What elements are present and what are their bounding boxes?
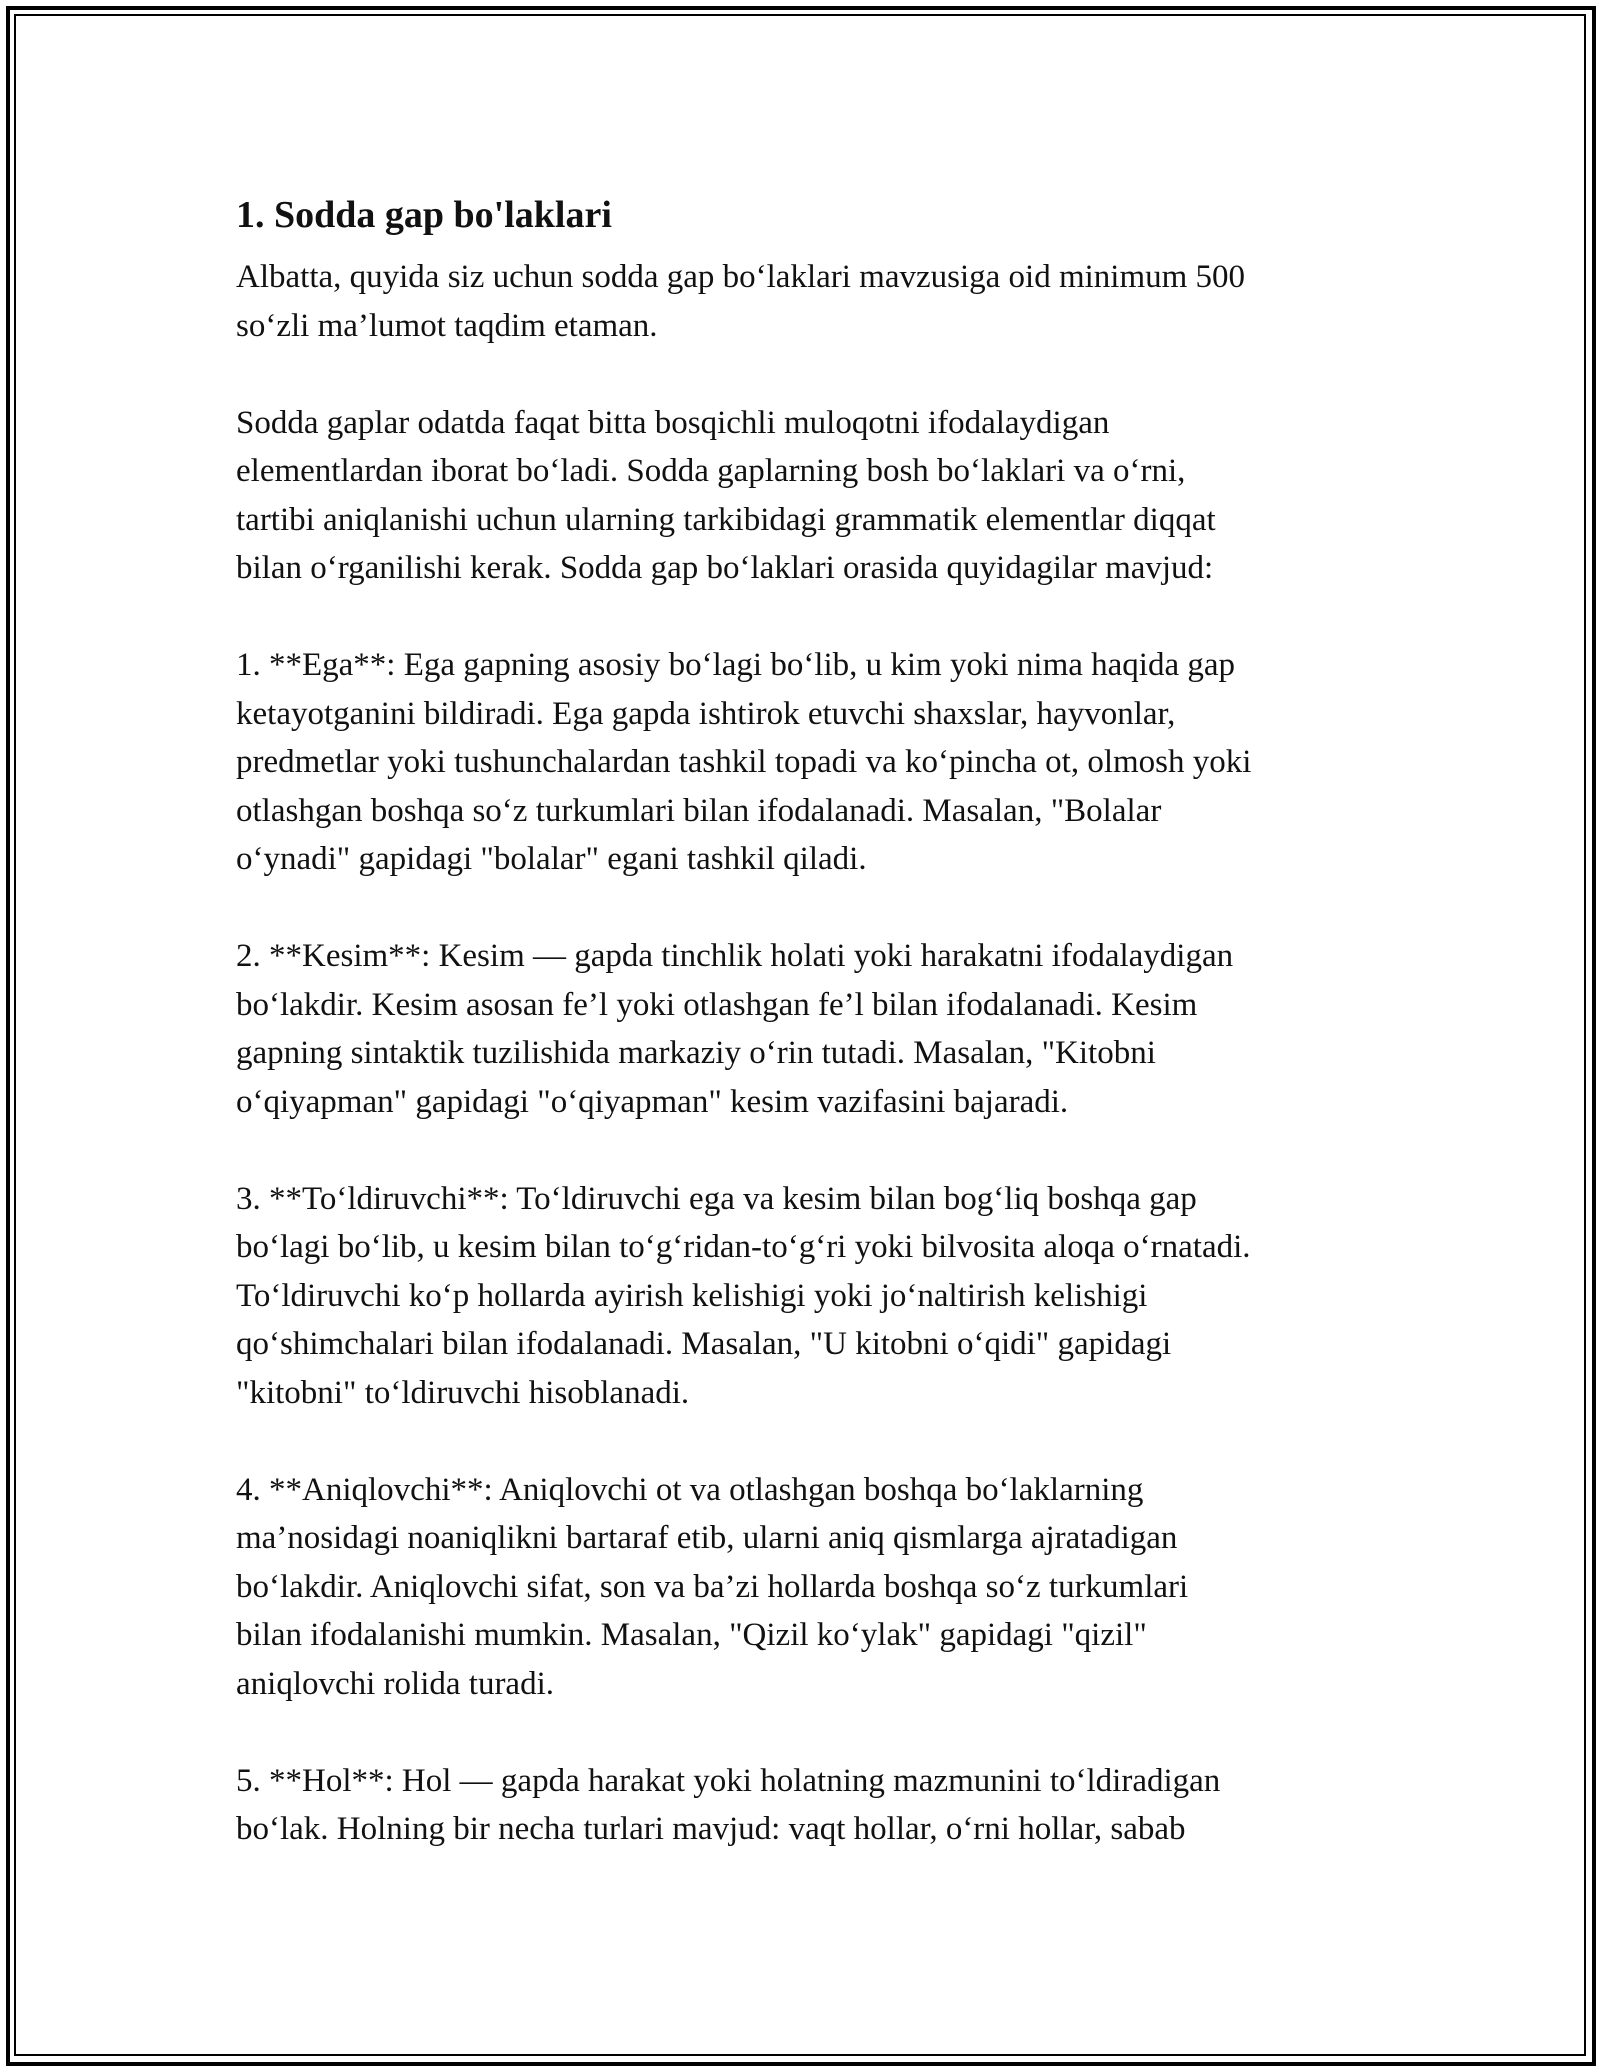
paragraph-overview: Sodda gaplar odatda faqat bitta bosqichli muloqotni ifodalaydigan elementlardan iborat bo‘ladi. Sodda gaplarning bosh bo‘laklari va o‘rni, tartibi aniqlanishi uchun ularning tarkibidagi grammatik elementlar diqqat bilan o‘rganilishi kerak. Sodda gap bo‘laklari orasida quyidagilar mavjud: (236, 404, 1216, 586)
list-item-hol: 5. **Hol**: Hol — gapda harakat yoki holatning mazmunini to‘ldiradigan bo‘lak. Holning bir necha turlari mavjud: vaqt hollar, o‘rni hollar, sabab (236, 1762, 1221, 1847)
list-item-kesim: 2. **Kesim**: Kesim — gapda tinchlik holati yoki harakatni ifodalaydigan bo‘lakdir. Kesim asosan fe’l yoki otlashgan fe’l bilan ifodalanadi. Kesim gapning sintaktik tuzilishida markaziy o‘rin tutadi. Masalan, "Kitobni o‘qiyapman" gapidagi "o‘qiyapman" kesim vazifasini bajaradi. (236, 938, 1234, 1120)
section-heading: 1. Sodda gap bo'laklari (236, 194, 612, 236)
paragraph-intro: Albatta, quyida siz uchun sodda gap bo‘laklari mavzusiga oid minimum 500 so‘zli ma’lumot taqdim etaman. (236, 259, 1246, 344)
document-body (236, 185, 1376, 1854)
list-item-ega: 1. **Ega**: Ega gapning asosiy bo‘lagi bo‘lib, u kim yoki nima haqida gap ketayotganini bildiradi. Ega gapda ishtirok etuvchi shaxslar, hayvonlar, predmetlar yoki tushunchalardan tashkil topadi va ko‘pincha ot, olmosh yoki otlashgan boshqa so‘z turkumlari bilan ifodalanadi. Masalan, "Bolalar o‘ynadi" gapidagi "bolalar" egani tashkil qiladi. (236, 647, 1252, 877)
list-item-toldiruvchi: 3. **To‘ldiruvchi**: To‘ldiruvchi ega va kesim bilan bog‘liq boshqa gap bo‘lagi bo‘lib, u kesim bilan to‘g‘ridan-to‘g‘ri yoki bilvosita aloqa o‘rnatadi. To‘ldiruvchi ko‘p hollarda ayirish kelishigi yoki jo‘naltirish kelishigi qo‘shimchalari bilan ifodalanadi. Masalan, "U kitobni o‘qidi" gapidagi "kitobni" to‘ldiruvchi hisoblanadi. (236, 1180, 1251, 1411)
list-item-aniqlovchi: 4. **Aniqlovchi**: Aniqlovchi ot va otlashgan boshqa bo‘laklarning ma’nosidagi noaniqlikni bartaraf etib, ularni aniq qismlarga ajratadigan bo‘lakdir. Aniqlovchi sifat, son va ba’zi hollarda boshqa so‘z turkumlari bilan ifodalanishi mumkin. Masalan, "Qizil ko‘ylak" gapidagi "qizil" aniqlovchi rolida turadi. (236, 1471, 1189, 1702)
